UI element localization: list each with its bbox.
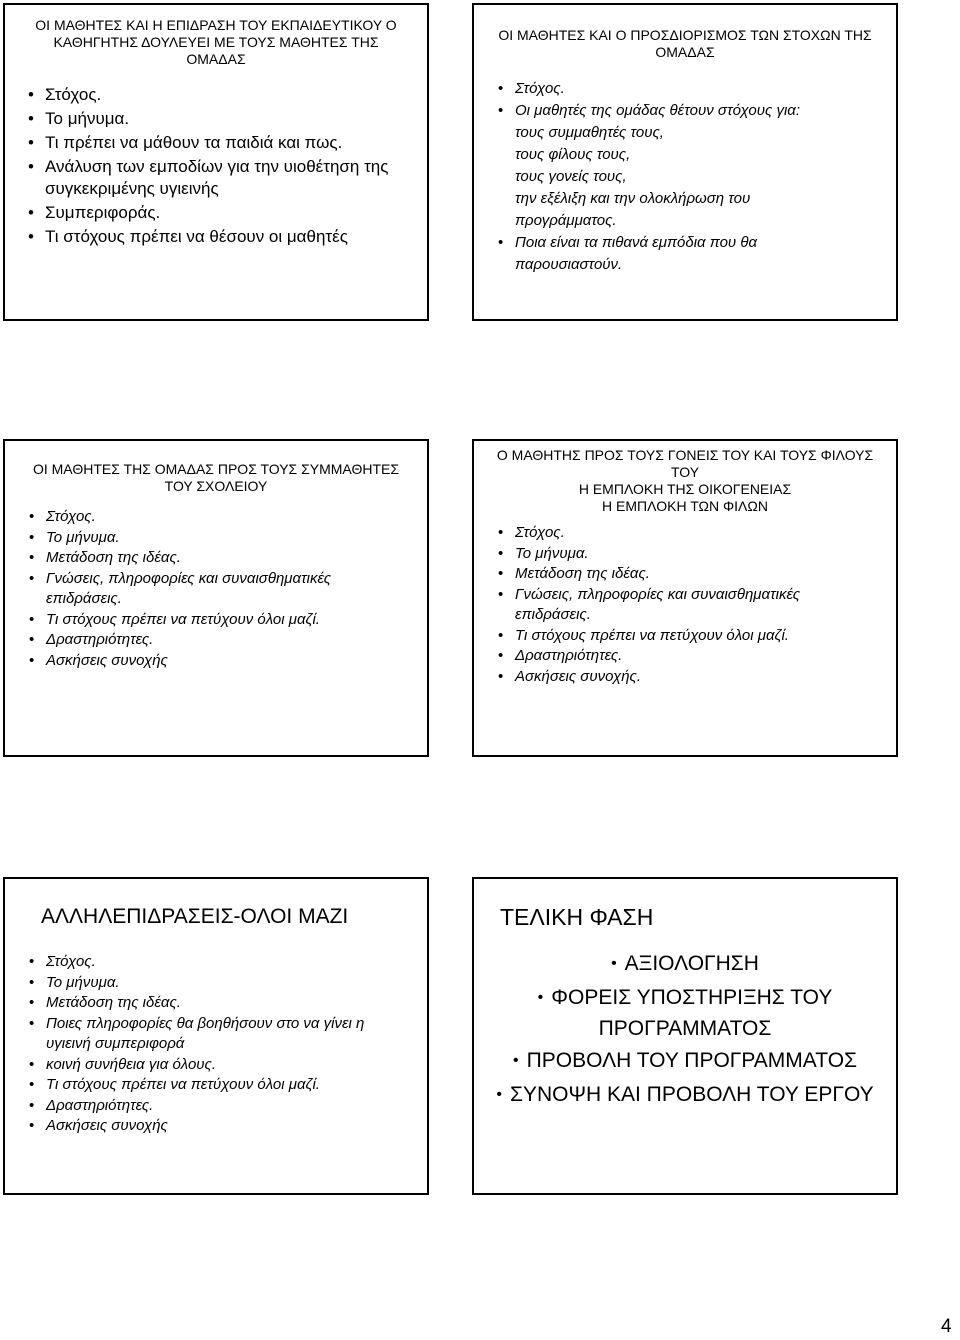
slide-1-list xyxy=(45,84,410,248)
list-item: • Στόχος. xyxy=(46,952,411,973)
slide-3-title: ΟΙ ΜΑΘΗΤΕΣ ΤΗΣ ΟΜΑΔΑΣ ΠΡΟΣ ΤΟΥΣ ΣΥΜΜΑΘΗΤΕΣ ΤΟΥ ΣΧΟΛΕΙΟΥ xyxy=(32,461,400,494)
bullet-icon: • xyxy=(496,1086,502,1103)
list-item xyxy=(474,983,896,1043)
list-item: • Το μήνυμα. xyxy=(46,973,411,994)
list-item: • Στόχος. xyxy=(45,84,410,106)
list-item: • κοινή συνήθεια για όλους. xyxy=(46,1055,411,1076)
list-item: • Δραστηριότητες. xyxy=(46,1096,411,1117)
list-item: • Ασκήσεις συνοχής. xyxy=(515,667,880,688)
slide-6-title: ΤΕΛΙΚΗ ΦΑΣΗ xyxy=(500,904,654,930)
slide-1-title: ΟΙ ΜΑΘΗΤΕΣ ΚΑΙ Η ΕΠΙΔΡΑΣΗ ΤΟΥ ΕΚΠΑΙΔΕΥΤΙΚΟΥ Ο ΚΑΘΗΓΗΤΗΣ ΔΟΥΛΕΥΕΙ ΜΕ ΤΟΥΣ ΜΑΘΗΤΕΣ ΤΗΣ ΟΜΑΔΑΣ xyxy=(35,17,397,67)
list-item-text: ΑΞΙΟΛΟΓΗΣΗ xyxy=(624,952,759,975)
list-item: • Ανάλυση των εμποδίων για την υιοθέτηση της συγκεκριμένης υγιεινής xyxy=(45,156,410,200)
list-item: • Συμπεριφοράς. xyxy=(45,202,410,224)
slide-4-list xyxy=(515,523,880,687)
list-item: • Το μήνυμα. xyxy=(515,544,880,565)
list-item-text: ΣΥΝΟΨΗ ΚΑΙ ΠΡΟΒΟΛΗ ΤΟΥ ΕΡΓΟΥ xyxy=(509,1083,874,1106)
list-item: • Γνώσεις, πληροφορίες και συναισθηματικές επιδράσεις. xyxy=(515,585,880,626)
list-item: • Τι στόχους πρέπει να θέσουν οι μαθητές xyxy=(45,226,410,248)
list-item: • Τι στόχους πρέπει να πετύχουν όλοι μαζί. xyxy=(515,626,880,647)
bullet-icon: • xyxy=(512,1052,519,1069)
list-item: • Μετάδοση της ιδέας. xyxy=(46,548,411,569)
list-item: • Δραστηριότητες. xyxy=(515,646,880,667)
list-item: • Ασκήσεις συνοχής xyxy=(46,651,411,672)
slide-4-title-line: Η ΕΜΠΛΟΚΗ ΤΩΝ ΦΙΛΩΝ xyxy=(602,498,768,514)
list-item-text: ΦΟΡΕΙΣ ΥΠΟΣΤΗΡΙΞΗΣ ΤΟΥ ΠΡΟΓΡΑΜΜΑΤΟΣ xyxy=(551,986,833,1040)
list-item: • Μετάδοση της ιδέας. xyxy=(515,564,880,585)
slide-2-title: ΟΙ ΜΑΘΗΤΕΣ ΚΑΙ Ο ΠΡΟΣΔΙΟΡΙΣΜΟΣ ΤΩΝ ΣΤΟΧΩΝ ΤΗΣ ΟΜΑΔΑΣ xyxy=(498,27,872,60)
slide-2-list xyxy=(515,78,855,276)
list-item: τους συμμαθητές τους, xyxy=(515,124,664,141)
bullet-icon: • xyxy=(611,955,617,972)
list-item: • Δραστηριότητες. xyxy=(46,630,411,651)
list-item: • Στόχος. xyxy=(515,78,855,100)
slide-3 xyxy=(3,439,429,757)
list-item-text: ΠΡΟΒΟΛΗ ΤΟΥ ΠΡΟΓΡΑΜΜΑΤΟΣ xyxy=(526,1049,858,1072)
list-item: • Στόχος. xyxy=(46,507,411,528)
list-item xyxy=(474,1046,896,1077)
list-item: • Ασκήσεις συνοχής xyxy=(46,1116,411,1137)
list-item: • Ποιες πληροφορίες θα βοηθήσουν στο να γίνει η υγιεινή συμπεριφορά xyxy=(46,1014,411,1055)
slide-6 xyxy=(472,877,898,1195)
list-item: • Τι στόχους πρέπει να πετύχουν όλοι μαζί. xyxy=(46,610,411,631)
slide-1 xyxy=(3,3,429,321)
list-item: • Οι μαθητές της ομάδας θέτουν στόχους για: xyxy=(515,100,855,122)
list-item xyxy=(474,1080,896,1111)
list-item: • Το μήνυμα. xyxy=(45,108,410,130)
list-item: • Στόχος. xyxy=(515,523,880,544)
list-item: • Τι στόχους πρέπει να πετύχουν όλοι μαζί. xyxy=(46,1075,411,1096)
slide-4-title-line: Η ΕΜΠΛΟΚΗ ΤΗΣ ΟΙΚΟΓΕΝΕΙΑΣ xyxy=(578,481,792,497)
list-item: • Το μήνυμα. xyxy=(46,528,411,549)
list-item: τους φίλους τους, xyxy=(515,146,631,163)
list-item: • Τι πρέπει να μάθουν τα παιδιά και πως. xyxy=(45,132,410,154)
slide-2 xyxy=(472,3,898,321)
slide-4-title-line: Ο ΜΑΘΗΤΗΣ ΠΡΟΣ ΤΟΥΣ ΓΟΝΕΙΣ ΤΟΥ ΚΑΙ ΤΟΥΣ ΦΙΛΟΥΣ ΤΟΥ xyxy=(496,447,874,480)
slide-4 xyxy=(472,439,898,757)
list-item: • Ποια είναι τα πιθανά εμπόδια που θα παρουσιαστούν. xyxy=(515,232,855,276)
list-item: • Γνώσεις, πληροφορίες και συναισθηματικές επιδράσεις. xyxy=(46,569,411,610)
slide-5 xyxy=(3,877,429,1195)
slide-5-title: ΑΛΛΗΛΕΠΙΔΡΑΣΕΙΣ-ΟΛΟΙ ΜΑΖΙ xyxy=(41,905,349,928)
list-item: • Μετάδοση της ιδέας. xyxy=(46,993,411,1014)
list-item xyxy=(474,949,896,980)
bullet-icon: • xyxy=(537,989,544,1006)
slide-5-list xyxy=(46,952,411,1137)
page-number: 4 xyxy=(941,1316,952,1337)
slide-6-list xyxy=(474,949,896,1111)
list-item: τους γονείς τους, xyxy=(515,168,627,185)
list-item: την εξέλιξη και την ολοκλήρωση του προγράμματος. xyxy=(515,190,751,229)
slide-4-title xyxy=(474,441,896,515)
slide-3-list xyxy=(46,507,411,671)
